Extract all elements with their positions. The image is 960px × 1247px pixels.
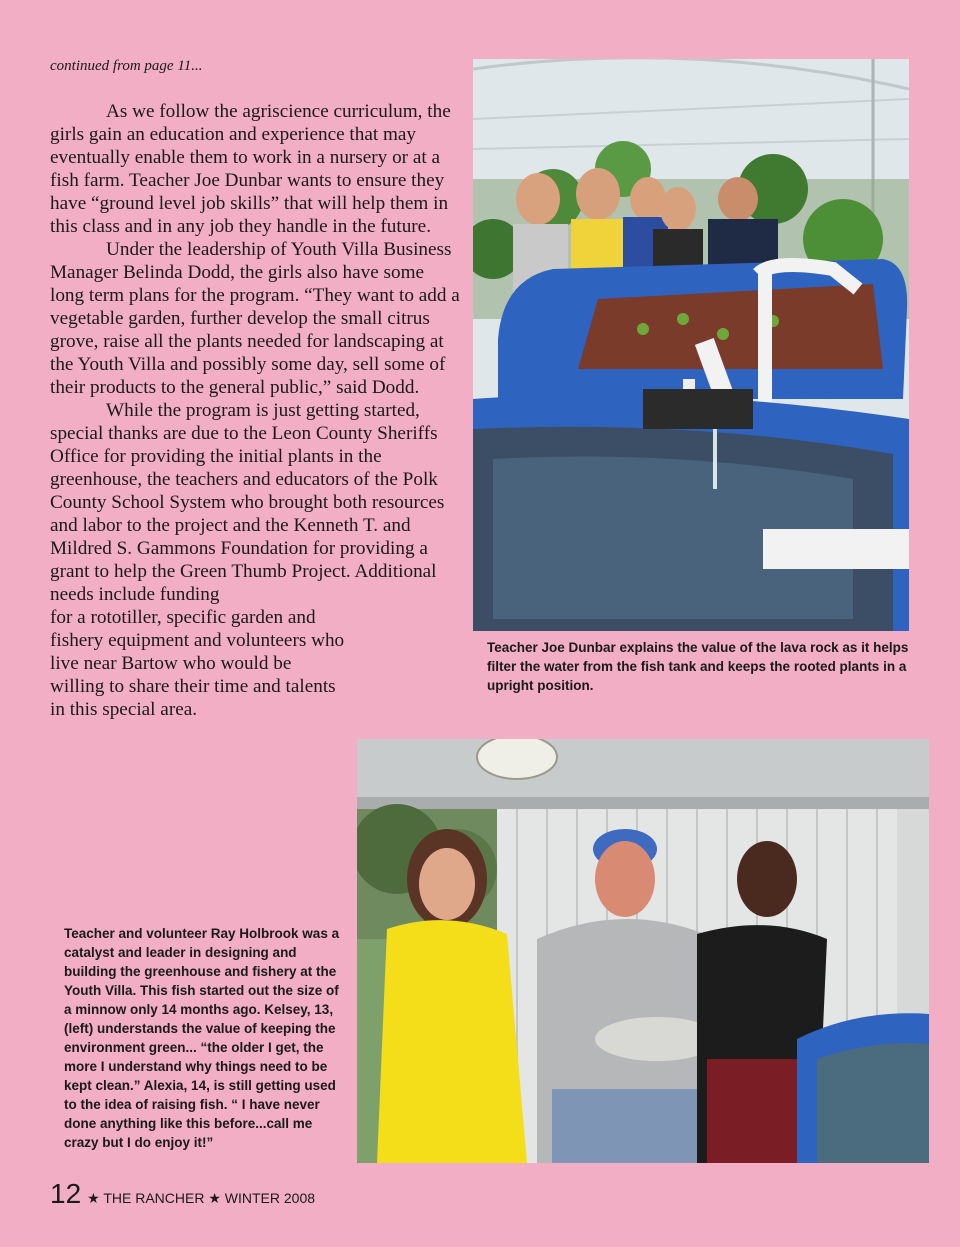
continued-note: continued from page 11... bbox=[50, 58, 203, 74]
article-body bbox=[50, 100, 462, 721]
paragraph-3-continued: for a rototiller, specific garden and fishery equipment and volunteers who live near Bartow who would be willing to share their time and talents in this special area. bbox=[50, 607, 345, 720]
photo1-caption: Teacher Joe Dunbar explains the value of the lava rock as it helps filter the water from the fish tank and keeps the rooted plants in a upright position. bbox=[487, 640, 909, 693]
fish-holding-photo bbox=[357, 739, 929, 1163]
paragraph-2: Under the leadership of Youth Villa Business Manager Belinda Dodd, the girls also have some long term plans for the program. “They want to add a vegetable garden, further develop the small citrus grove, raise all the plants needed for landscaping at the Youth Villa and possibly some day, sell some of their products to the general public,” said Dodd. bbox=[50, 239, 460, 398]
page-footer bbox=[50, 1178, 315, 1210]
paragraph-3: While the program is just getting started, special thanks are due to the Leon County Sheriffs Office for providing the initial plants in the greenhouse, the teachers and educators of the Polk County School System who brought both resources and labor to the project and the Kenneth T. and Mildred S. Gammons Foundation for providing a grant to help the Green Thumb Project. Additional needs include funding bbox=[50, 400, 445, 605]
publication-line: ★ THE RANCHER ★ WINTER 2008 bbox=[87, 1190, 316, 1206]
paragraph-1: As we follow the agriscience curriculum, the girls gain an education and experience that may eventually enable them to work in a nursery or at a fish farm. Teacher Joe Dunbar wants to ensure they have “ground level job skills” that will help them in this class and in any job they handle in the future. bbox=[50, 101, 451, 237]
page-number: 12 bbox=[50, 1178, 82, 1209]
photo2-caption: Teacher and volunteer Ray Holbrook was a catalyst and leader in designing and building the greenhouse and fishery at the Youth Villa. This fish started out the size of a minnow only 14 months ago. Kelsey, 13, (left) understands the value of keeping the environment green... “the older I get, the more I understand why things need to be kept clean.” Alexia, 14, is still getting used to the idea of raising fish. “ I have never done anything like this before...call me crazy but I do enjoy it!” bbox=[64, 926, 340, 1150]
greenhouse-aquaponics-photo bbox=[473, 59, 909, 631]
